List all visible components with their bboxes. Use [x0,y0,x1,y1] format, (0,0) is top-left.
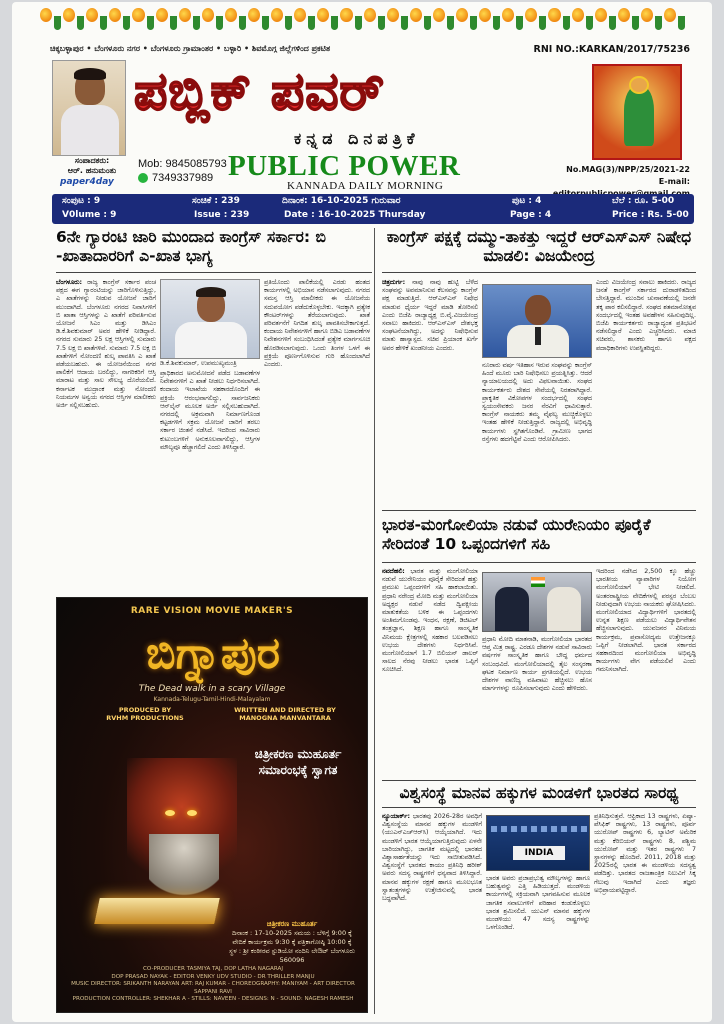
un-assembly-photo: INDIA [486,815,590,871]
mag-number: No.MAG(3)/NPP/25/2021-22 [566,165,690,174]
event-venue: ಸ್ಥಳ : ಶ್ರೀ ಕಂಠೀರವ ಸ್ಟುಡಿಯೋ ನಂದಿನಿ ಲೇಔಟ್ ಬೆಂಗಳೂರು 560096 [229,947,355,964]
article-3-headline: ಭಾರತ-ಮಂಗೋಲಿಯಾ ನಡುವೆ ಯುರೇನಿಯಂ ಪೂರೈಕೆ ಸೇರಿದಂತೆ 10 ಒಪ್ಪಂದಗಳಿಗೆ ಸಹಿ [382,516,651,554]
poster-producer [85,706,205,722]
glowing-eye-left [165,810,175,816]
publication-districts: ಚಿಕ್ಕಬಳ್ಳಾಪುರ • ಬೆಂಗಳೂರು ನಗರ • ಬೆಂಗಳೂರು ಗ್ರಾಮಾಂತರ • ಬಳ್ಳಾರಿ • ಶಿವಮೊಗ್ಗ ಜಿಲ್ಲೆಗಳಿಂದ ಪ್ರಕಟಿತ [50,44,331,53]
article-4-body-3: ಪ್ರತಿನಿಧಿಸುತ್ತವೆ. ಆಫ್ರಿಕಾದ 13 ರಾಷ್ಟ್ರಗಳು, ಏಷ್ಯಾ-ಪೆಸಿಫಿಕ್ ರಾಷ್ಟ್ರಗಳು, 13 ರಾಷ್ಟ್ರಗಳು, ಪೂರ್ವ ಯುರೋಪ್ ರಾಷ್ಟ್ರಗಳು 6, ಲ್ಯಾಟಿನ್ ಅಮೆರಿಕ ಮತ್ತು ಕೆರಿಬಿಯನ್ ರಾಷ್ಟ್ರಗಳು 8, ಪಶ್ಚಿಮ ಯುರೋಪ್ ಮತ್ತು ಇತರ ರಾಷ್ಟ್ರಗಳು 7 ಸ್ಥಾನಗಳನ್ನು ಹೊಂದಿವೆ. 2011, 2018 ಮತ್ತು 2025ರಲ್ಲಿ ಭಾರತ ಈ ಮಂಡಳಿಯ ಸದಸ್ಯತ್ವ ಪಡೆದಿತ್ತು. ಭಾರತದ ರಾಜತಾಂತ್ರಿಕ ನಿಲುವಿಗೆ ಸಿಕ್ಕ ಗೆಲುವು ಇದಾಗಿದೆ ಎಂದು ತಜ್ಞರು ಅಭಿಪ್ರಾಯಪಟ್ಟಿದ್ದಾರೆ. [594,813,696,894]
date-kannada: ದಿನಾಂಕ: 16-10-2025 ಗುರುವಾರ [282,196,401,206]
article-1-body-3: ಪ್ರತಿಯೊಂದು ಪಾಲಿಕೆಯಲ್ಲಿ ಎರಡು ಹಂತದ ಕಾರ್ಯಗಳಲ್ಲಿ ಅಭಿಯಾನ ನಡೆಸಲಾಗುವುದು. ನಗರದ ಸಮಸ್ತ ಆಸ್ತಿ ಮಾಲೀಕರು ಈ ಯೋಜನೆಯ ಸದುಪಯೋಗ ಪಡೆದುಕೊಳ್ಳಬೇಕು. ಇದಕ್ಕಾಗಿ ಪ್ರತ್ಯೇಕ ಕೌಂಟರ್‌ಗಳನ್ನು ತೆರೆಯಲಾಗುವುದು. ಖಾತೆ ಪರಿವರ್ತನೆಗೆ ನಿಗದಿತ ಶುಲ್ಕ ಪಾವತಿಸಬೇಕಾಗುತ್ತದೆ. ಕಂದಾಯ ನಿವೇಶನಗಳಿಗೆ ಹಾಗೂ ಬಿಡಿಎ ಬಡಾವಣೆಗಳ ನಿವೇಶನಗಳಿಗೆ ಸಂಬಂಧಿಸಿದಂತೆ ಪ್ರತ್ಯೇಕ ಮಾರ್ಗಸೂಚಿ ಹೊರಡಿಸಲಾಗುವುದು. ಒಂದು ತಿಂಗಳ ಒಳಗೆ ಈ ಪ್ರಕ್ರಿಯೆ ಪೂರ್ಣಗೊಳಿಸುವ ಗುರಿ ಹೊಂದಲಾಗಿದೆ ಎಂದರು. [264,279,370,369]
article-3-rule [382,562,696,563]
article-2-rule [382,272,696,273]
price-kannada: ಬೆಲೆ : ರೂ. 5-00 [612,196,675,206]
article-1-rule [56,272,372,273]
poster-maker: RARE VISION MOVIE MAKER'S [130,606,294,616]
issue-info-bar [52,194,694,224]
poster-tagline: The Dead walk in a scary Village [138,684,286,694]
masthead-english: PUBLIC POWER [228,150,461,182]
editor-photo [52,60,126,156]
issue-kannada: ಸಂಚಿಕೆ : 239 [192,196,240,206]
newspaper-page [12,2,712,1022]
article-1-headline: 6ನೇ ಗ್ಯಾರಂಟಿ ಜಾರಿ ಮುಂದಾದ ಕಾಂಗ್ರೆಸ್ ಸರ್ಕಾರ: ಬಿ -ಖಾತಾದಾರರಿಗೆ ಎ-ಖಾತ ಭಾಗ್ಯ [56,228,326,266]
article-3-body-3: ಇದರಿಂದ ನಡೆಸಿದ 2,500 ಕ್ಕೂ ಹೆಚ್ಚು ಭಾರತೀಯ ವ್ಯಾಪಾರಿಗಳ ನಿಯೋಗ ಮಂಗೋಲಿಯಾಗೆ ಭೇಟಿ ನೀಡಲಿದೆ. ಅಂತರರಾಷ್ಟ್ರೀಯ ವೇದಿಕೆಗಳಲ್ಲಿ ಪರಸ್ಪರ ಬೆಂಬಲ ನೀಡುವುದಾಗಿ ಉಭಯ ನಾಯಕರು ಘೋಷಿಸಿದರು. ಮಂಗೋಲಿಯಾದ ವಿದ್ಯಾರ್ಥಿಗಳಿಗೆ ಭಾರತದಲ್ಲಿ ಉನ್ನತ ಶಿಕ್ಷಣ ಪಡೆಯಲು ವಿದ್ಯಾರ್ಥಿವೇತನ ಹೆಚ್ಚಿಸಲಾಗುವುದು. ಯುವಜನರ ವಿನಿಮಯ ಕಾರ್ಯಕ್ರಮ, ಪ್ರವಾಸೋದ್ಯಮ ಉತ್ತೇಜನಕ್ಕೂ ಒಪ್ಪಿಗೆ ನೀಡಲಾಗಿದೆ. ಭಾರತ ಸರ್ಕಾರದ ಸಹಕಾರದಿಂದ ಮಂಗೋಲಿಯಾ ಅಭಿವೃದ್ಧಿ ಕಾರ್ಯಗಳು ವೇಗ ಪಡೆಯಲಿವೆ ಎಂದು ಗಮನಿಸಲಾಗಿದೆ. [596,568,696,674]
vijayendra-photo [482,284,592,358]
page-english: Page : 4 [510,210,552,220]
whatsapp-icon [138,173,148,183]
article-4-headline: ವಿಶ್ವಸಂಸ್ಥೆ ಮಾನವ ಹಕ್ಕುಗಳ ಮಂಡಳಿಗೆ ಭಾರತದ ಸಾರಥ್ಯ [399,784,679,802]
event-title: ಚಿತ್ರೀಕರಣ ಮುಹೂರ್ತ [266,920,318,928]
masthead-subtitle-kannada: ಕನ್ನಡ ದಿನಪತ್ರಿಕೆ [294,129,420,148]
poster-languages: Kannada-Telugu-Tamil-Hindi-Malayalam [153,696,271,703]
poster-glowing-book [94,898,220,924]
article-3-dateline: ನವದೆಹಲಿ: [382,568,405,575]
produced-by-label: PRODUCED BY [118,706,172,714]
article-4-rule [382,807,696,808]
article-4-body-1: ಭಾರತವು 2026-28ರ ಅವಧಿಗೆ ವಿಶ್ವಸಂಸ್ಥೆಯ ಮಾನವ ಹಕ್ಕುಗಳ ಮಂಡಳಿಗೆ (ಯುಎನ್‌ಎಚ್‌ಆರ್‌ಸಿ) ಆಯ್ಕೆಯಾಗಿದೆ. ಇದು ಮಂಡಳಿಗೆ ಭಾರತ ಆಯ್ಕೆಯಾಗುತ್ತಿರುವುದು ಏಳನೇ ಬಾರಿಯಾಗಿದ್ದು, ಜಾಗತಿಕ ಮಟ್ಟದಲ್ಲಿ ಭಾರತದ ವಿಶ್ವಾಸಾರ್ಹತೆಯನ್ನು ಇದು ಸಾಬೀತುಪಡಿಸಿದೆ. ವಿಶ್ವಸಂಸ್ಥೆಗೆ ಭಾರತದ ಕಾಯಂ ಪ್ರತಿನಿಧಿ ಹರೀಶ್ ಅವರು ಸದಸ್ಯ ರಾಷ್ಟ್ರಗಳಿಗೆ ಧನ್ಯವಾದ ತಿಳಿಸಿದ್ದಾರೆ. ಮಾನವ ಹಕ್ಕುಗಳ ರಕ್ಷಣೆ ಹಾಗೂ ಮೂಲಭೂತ ಸ್ವಾತಂತ್ರ್ಯಗಳನ್ನು ಉತ್ತೇಜಿಸುವಲ್ಲಿ ಭಾರತ ಬದ್ಧವಾಗಿದೆ. [382,813,482,903]
credits-line-3: MUSIC DIRECTOR: SRIKANTH NARAYAN ART: RAJ KUMAR - CHOREOGRAPHY: MANIYAM - ART DIRECTOR SAPPANI RAVI [71,981,355,995]
article-2-dateline: ಚಿತ್ರದುರ್ಗ: [382,279,406,286]
page-kannada: ಪುಟ : 4 [512,196,542,206]
credits-line-4: PRODUCTION CONTROLLER: SHEKHAR A - STILLS: NAVEEN - DESIGNS: N - SOUND: NAGESH RAMESH [72,996,354,1003]
director-name: MANOGNA MANVANTARA [239,714,331,722]
rni-number: RNI NO.:KARKAN/2017/75236 [533,44,690,55]
masthead-kannada: ಪಬ್ಲಿಕ್ ಪವರ್ [134,62,385,122]
poster-credits [65,966,361,1004]
event-timing: ವೇದಿಕೆ ಕಾರ್ಯಕ್ರಮ 9:30 ಕ್ಕೆ ಪತ್ರಿಕಾಗೋಷ್ಠಿ 10:00 ಕ್ಕೆ [232,938,352,946]
poster-welcome-kannada: ಚಿತ್ರೀಕರಣ ಮುಹೂರ್ತ ಸಮಾರಂಭಕ್ಕೆ ಸ್ವಾಗತ [254,747,342,777]
date-english: Date : 16-10-2025 Thursday [284,210,426,220]
deity-image [592,64,682,160]
column-divider [374,228,375,1014]
article-4-col-1 [382,813,482,1013]
credits-line-1: CO-PRODUCER TASMIYA TAJ, DOP LATHA NAGARAJ [142,966,284,972]
whatsapp-number: 7349337989 [152,172,214,184]
paper4day-logo: paper4day [60,177,114,187]
article-3-body-1: ಭಾರತ ಮತ್ತು ಮಂಗೋಲಿಯಾ ನಡುವೆ ಯುರೇನಿಯಂ ಪೂರೈಕೆ ಸೇರಿದಂತೆ ಹತ್ತು ಪ್ರಮುಖ ಒಪ್ಪಂದಗಳಿಗೆ ಸಹಿ ಹಾಕಲಾಯಿತು. ಪ್ರಧಾನಿ ನರೇಂದ್ರ ಮೋದಿ ಮತ್ತು ಮಂಗೋಲಿಯಾ ಅಧ್ಯಕ್ಷರ ನಡುವೆ ನಡೆದ ದ್ವಿಪಕ್ಷೀಯ ಮಾತುಕತೆಯ ಬಳಿಕ ಈ ಒಪ್ಪಂದಗಳು ಅಂತಿಮಗೊಂಡವು. ಇಂಧನ, ರಕ್ಷಣೆ, ಡಿಜಿಟಲ್ ತಂತ್ರಜ್ಞಾನ, ಶಿಕ್ಷಣ ಹಾಗೂ ಸಾಂಸ್ಕೃತಿಕ ವಿನಿಮಯ ಕ್ಷೇತ್ರಗಳಲ್ಲಿ ಸಹಕಾರ ಬಲಪಡಿಸಲು ಉಭಯ ದೇಶಗಳು ನಿರ್ಧರಿಸಿವೆ. ಮಂಗೋಲಿಯಾಗೆ 1.7 ಬಿಲಿಯನ್ ಡಾಲರ್ ಸಾಲದ ನೆರವು ನೀಡಲು ಭಾರತ ಒಪ್ಪಿಗೆ ಸೂಚಿಸಿದೆ. [382,568,478,674]
article-2-headline: ಕಾಂಗ್ರೆಸ್ ಪಕ್ಷಕ್ಕೆ ದಮ್ಮು-ತಾಕತ್ತು ಇದ್ದರೆ ಆರ್‌ಎಸ್‌ಎಸ್ ನಿಷೇಧ ಮಾಡಲಿ: ವಿಜಯೇಂದ್ರ [386,228,692,266]
article-2-col-1 [382,279,478,504]
mobile-number: Mob: 9845085793 [138,158,227,170]
event-date: ದಿನಾಂಕ : 17-10-2025 ಸಮಯ : ಬೆಳಿಗ್ಗೆ 9:00 ಕ್ಕೆ [232,929,352,937]
editor-label: ಸಂಪಾದಕರು: [74,156,110,165]
poster-event-info [217,920,367,965]
article-2-body-1: ನಾವು ನಾವು ಹುಟ್ಟಿ ಬೆಳೆದ ಸಂಘವನ್ನು ಅವಮಾನಿಸುವ ಕೆಲಸವನ್ನು ಕಾಂಗ್ರೆಸ್ ಪಕ್ಷ ಮಾಡುತ್ತಿದೆ. ಆರ್‌ಎಸ್‌ಎಸ್ ನಿಷೇಧ ಮಾಡುವ ಧೈರ್ಯ ಇದ್ದರೆ ಮಾಡಿ ತೋರಿಸಲಿ ಎಂದು ಬಿಜೆಪಿ ರಾಜ್ಯಾಧ್ಯಕ್ಷ ಬಿ.ವೈ.ವಿಜಯೇಂದ್ರ ಸವಾಲು ಹಾಕಿದರು. ಆರ್‌ಎಸ್‌ಎಸ್ ದೇಶಭಕ್ತ ಸಂಘಟನೆಯಾಗಿದ್ದು, ಅದನ್ನು ನಿಷೇಧಿಸುವ ಮಾತು ಹಾಸ್ಯಾಸ್ಪದ. ಸಚಿವ ಪ್ರಿಯಾಂಕ ಖರ್ಗೆ ಅವರ ಹೇಳಿಕೆ ಖಂಡನೀಯ ಎಂದರು. [382,279,478,352]
glowing-eye-right [187,810,197,816]
credits-line-2: DOP PRASAD NAYAK - EDITOR VENKY UDV STUDIO - DR THRILLER MANJU [111,973,315,980]
article-2-body-2: ನೂರಾರು ವರ್ಷ ಇತಿಹಾಸ ಇರುವ ಸಂಘವನ್ನು ಕಾಂಗ್ರೆಸ್ ಹಿಂದೆ ಮೂರು ಬಾರಿ ನಿಷೇಧಿಸಲು ಪ್ರಯತ್ನಿಸಿತ್ತು. ಆದರೆ ನ್ಯಾಯಾಲಯದಲ್ಲಿ ಅದು ವಿಫಲವಾಯಿತು. ಸಂಘದ ಕಾರ್ಯಕರ್ತರು ದೇಶದ ಸೇವೆಯಲ್ಲಿ ನಿರತರಾಗಿದ್ದಾರೆ. ಪ್ರಾಕೃತಿಕ ವಿಕೋಪಗಳ ಸಂದರ್ಭದಲ್ಲಿ ಸಂಘದ ಸ್ವಯಂಸೇವಕರು ಜನರ ನೆರವಿಗೆ ಧಾವಿಸುತ್ತಾರೆ. ಕಾಂಗ್ರೆಸ್ ನಾಯಕರು ತಮ್ಮ ವೈಫಲ್ಯ ಮುಚ್ಚಿಕೊಳ್ಳಲು ಇಂತಹ ಹೇಳಿಕೆ ನೀಡುತ್ತಿದ್ದಾರೆ. ರಾಜ್ಯದಲ್ಲಿ ಅಭಿವೃದ್ಧಿ ಕಾರ್ಯಗಳು ಸ್ಥಗಿತಗೊಂಡಿವೆ. ಗ್ರಾಮೀಣ ಭಾಗದ ರಸ್ತೆಗಳು ಹದಗೆಟ್ಟಿವೆ ಎಂದು ಆರೋಪಿಸಿದರು. [482,362,592,443]
modi-mongolia-photo [482,572,592,632]
poster-title: ಬಿಗ್ನಾಪುರ [146,628,280,679]
directed-by-label: WRITTEN AND DIRECTED BY [234,706,336,714]
email-label: E-mail: [658,177,690,186]
poster-beard [149,834,219,904]
flower-garland-decoration [40,8,685,36]
movie-poster-advertisement [56,597,368,1013]
article-2-body-3: ಎಂದು ವಿಜಯೇಂದ್ರ ಸವಾಲು ಹಾಕಿದರು. ರಾಜ್ಯದ ಜನತೆ ಕಾಂಗ್ರೆಸ್ ಸರ್ಕಾರದ ದುರಾಡಳಿತದಿಂದ ಬೇಸತ್ತಿದ್ದಾರೆ. ಮುಂದಿನ ಚುನಾವಣೆಯಲ್ಲಿ ಜನರೇ ತಕ್ಕ ಪಾಠ ಕಲಿಸಲಿದ್ದಾರೆ. ಸಂಘದ ಶತಮಾನೋತ್ಸವ ಸಂದರ್ಭದಲ್ಲಿ ಇಂತಹ ಅವಹೇಳನ ಸಹಿಸುವುದಿಲ್ಲ. ಬಿಜೆಪಿ ಕಾರ್ಯಕರ್ತರು ರಾಜ್ಯಾದ್ಯಂತ ಪ್ರತಿಭಟನೆ ನಡೆಸಲಿದ್ದಾರೆ ಎಂದು ಎಚ್ಚರಿಸಿದರು. ಮಾಜಿ ಸಚಿವರು, ಶಾಸಕರು ಹಾಗೂ ಪಕ್ಷದ ಪದಾಧಿಕಾರಿಗಳು ಉಪಸ್ಥಿತರಿದ್ದರು. [596,279,696,352]
contact-numbers [138,157,227,185]
section-rule-2 [382,780,696,781]
producer-name: RVHM PRODUCTIONS [106,714,184,722]
section-rule-1 [382,510,696,511]
volume-kannada: ಸಂಪುಟ : 9 [62,196,101,206]
article-1-dateline: ಬೆಂಗಳೂರು: [56,279,83,286]
article-3-col-1 [382,568,478,774]
article-1-photo-caption: ಡಿ.ಕೆ.ಶಿವಕುಮಾರ್, ಉಪಮುಖ್ಯಮಂತ್ರಿ [160,360,237,367]
article-1-col-1 [56,279,156,589]
article-1-body-1: ರಾಜ್ಯ ಕಾಂಗ್ರೆಸ್ ಸರ್ಕಾರ ಪಂಚ ಪಕ್ಷದ ಈಗ ಗ್ಯಾರಂಟಿಯನ್ನು ಜಾರಿಗೊಳಿಸುತ್ತಿದ್ದು, ಎ ಖಾತೆಗಳನ್ನು ನೀಡುವ ಯೋಜನೆ ಜಾರಿಗೆ ಮುಂದಾಗಿದೆ. ಬೆಂಗಳೂರು ನಗರದ ನಿವಾಸಿಗಳಿಗೆ ಬಿ ಖಾತಾ ಆಸ್ತಿಗಳನ್ನು ಎ ಖಾತೆಗೆ ಪರಿವರ್ತಿಸುವ ಯೋಜನೆ ಸಿಎಂ ಮತ್ತು ಡಿಸಿಎಂ ಡಿ.ಕೆ.ಶಿವಕುಮಾರ್ ಅವರ ಹೇಳಿಕೆ ನೀಡಿದ್ದಾರೆ. ನಗರದ ಸುಮಾರು 25 ಲಕ್ಷ ಆಸ್ತಿಗಳಲ್ಲಿ ಸುಮಾರು 7.5 ಲಕ್ಷ ಬಿ ಖಾತೆಗಳಿವೆ. ಸುಮಾರು 7.5 ಲಕ್ಷ ಬಿ ಖಾತೆಗಳಿಗೆ ನೋಂದಣಿ ಶುಲ್ಕ ಪಾವತಿಸಿ ಎ ಖಾತೆ ಪಡೆಯಬಹುದು. ಈ ಯೋಜನೆಯಿಂದ ನಗರ ಪಾಲಿಕೆಗೆ ಆದಾಯ ಬರಲಿದ್ದು, ನಾಗರಿಕರಿಗೆ ಆಸ್ತಿ ಮಾರಾಟ ಮತ್ತು ಸಾಲ ಸೌಲಭ್ಯ ದೊರೆಯಲಿದೆ. ಕರ್ನಾಟಕ ಮುದ್ರಾಂಕ ಮತ್ತು ನೋಂದಣಿ ನಿಯಮಗಳ ಅನ್ವಯ ನಗರದ ಆಸ್ತಿಗಳ ಮಾಲೀಕರು ಅರ್ಜಿ ಸಲ್ಲಿಸಬಹುದು. [56,279,156,410]
issue-english: Issue : 239 [194,210,250,220]
editor-credit [52,156,132,176]
volume-english: V0lume : 9 [62,210,117,220]
poster-director [225,706,345,722]
article-4-dateline: ನ್ಯೂಯಾರ್ಕ್: [382,813,411,820]
masthead-subtitle-english: KANNADA DAILY MORNING [287,180,444,192]
article-1-body-2: ಪ್ರಾಧಿಕಾರದ ಅನುಮೋದನೆ ಪಡೆದ ಬಡಾವಣೆಗಳ ನಿವೇಶನಗಳಿಗೆ ಎ ಖಾತೆ ನೀಡಲು ನಿರ್ಧರಿಸಲಾಗಿದೆ. ಕಂದಾಯ ಇಲಾಖೆಯ ಸಹಕಾರದೊಂದಿಗೆ ಈ ಪ್ರಕ್ರಿಯೆ ಆರಂಭವಾಗಲಿದ್ದು, ಸಾರ್ವಜನಿಕರು ಆನ್‌ಲೈನ್ ಮೂಲಕ ಅರ್ಜಿ ಸಲ್ಲಿಸಬಹುದಾಗಿದೆ. ನಗರದಲ್ಲಿ ಅಕ್ರಮವಾಗಿ ನಿರ್ಮಾಣಗೊಂಡ ಕಟ್ಟಡಗಳಿಗೆ ಸಕ್ರಮ ಯೋಜನೆ ಜಾರಿಗೆ ತರಲು ಸರ್ಕಾರ ಚಿಂತನೆ ನಡೆಸಿದೆ. ಇದರಿಂದ ಸಾವಿರಾರು ಕುಟುಂಬಗಳಿಗೆ ಅನುಕೂಲವಾಗಲಿದ್ದು, ಆಸ್ತಿಗಳ ಮೌಲ್ಯವೂ ಹೆಚ್ಚಾಗಲಿದೆ ಎಂದು ತಿಳಿಸಿದ್ದಾರೆ. [160,370,260,451]
price-english: Price : Rs. 5-00 [612,210,689,220]
editor-name: ಆರ್. ಹನುಮಂತು [67,166,117,175]
article-3-body-2: ಪ್ರಧಾನಿ ಮೋದಿ ಮಾತನಾಡಿ, ಮಂಗೋಲಿಯಾ ಭಾರತದ ಆಪ್ತ ಮಿತ್ರ ರಾಷ್ಟ್ರ. ಎರಡೂ ದೇಶಗಳ ನಡುವೆ ಸಾವಿರಾರು ವರ್ಷಗಳ ಸಾಂಸ್ಕೃತಿಕ ಹಾಗೂ ಬೌದ್ಧ ಧರ್ಮದ ಸಂಬಂಧವಿದೆ. ಮಂಗೋಲಿಯಾದಲ್ಲಿ ತೈಲ ಸಂಸ್ಕರಣಾ ಘಟಕ ನಿರ್ಮಾಣ ಕಾರ್ಯ ಪ್ರಗತಿಯಲ್ಲಿದೆ. ಉಭಯ ದೇಶಗಳ ವಾಣಿಜ್ಯ ವಹಿವಾಟು ಹೆಚ್ಚಿಸಲು ಹೊಸ ಮಾರ್ಗಗಳನ್ನು ರೂಪಿಸಲಾಗುವುದು ಎಂದು ಹೇಳಿದರು. [482,636,592,693]
dk-shivakumar-photo [160,279,260,359]
article-4-body-2: ಭಾರತ ಅವರು ಪ್ರಜಾಪ್ರಭುತ್ವ ಮೌಲ್ಯಗಳನ್ನು ಹಾಗೂ ಬಹುತ್ವವನ್ನು ಎತ್ತಿ ಹಿಡಿಯುತ್ತದೆ. ಮಂಡಳಿಯ ಕಾರ್ಯಗಳಲ್ಲಿ ಸಕ್ರಿಯವಾಗಿ ಭಾಗವಹಿಸುವ ಮೂಲಕ ಜಾಗತಿಕ ಸವಾಲುಗಳಿಗೆ ಪರಿಹಾರ ಕಂಡುಕೊಳ್ಳಲು ಭಾರತ ಶ್ರಮಿಸಲಿದೆ. ಯುಎನ್ ಮಾನವ ಹಕ್ಕುಗಳ ಮಂಡಳಿಯು 47 ಸದಸ್ಯ ರಾಷ್ಟ್ರಗಳನ್ನು ಒಳಗೊಂಡಿದೆ. [486,875,590,932]
